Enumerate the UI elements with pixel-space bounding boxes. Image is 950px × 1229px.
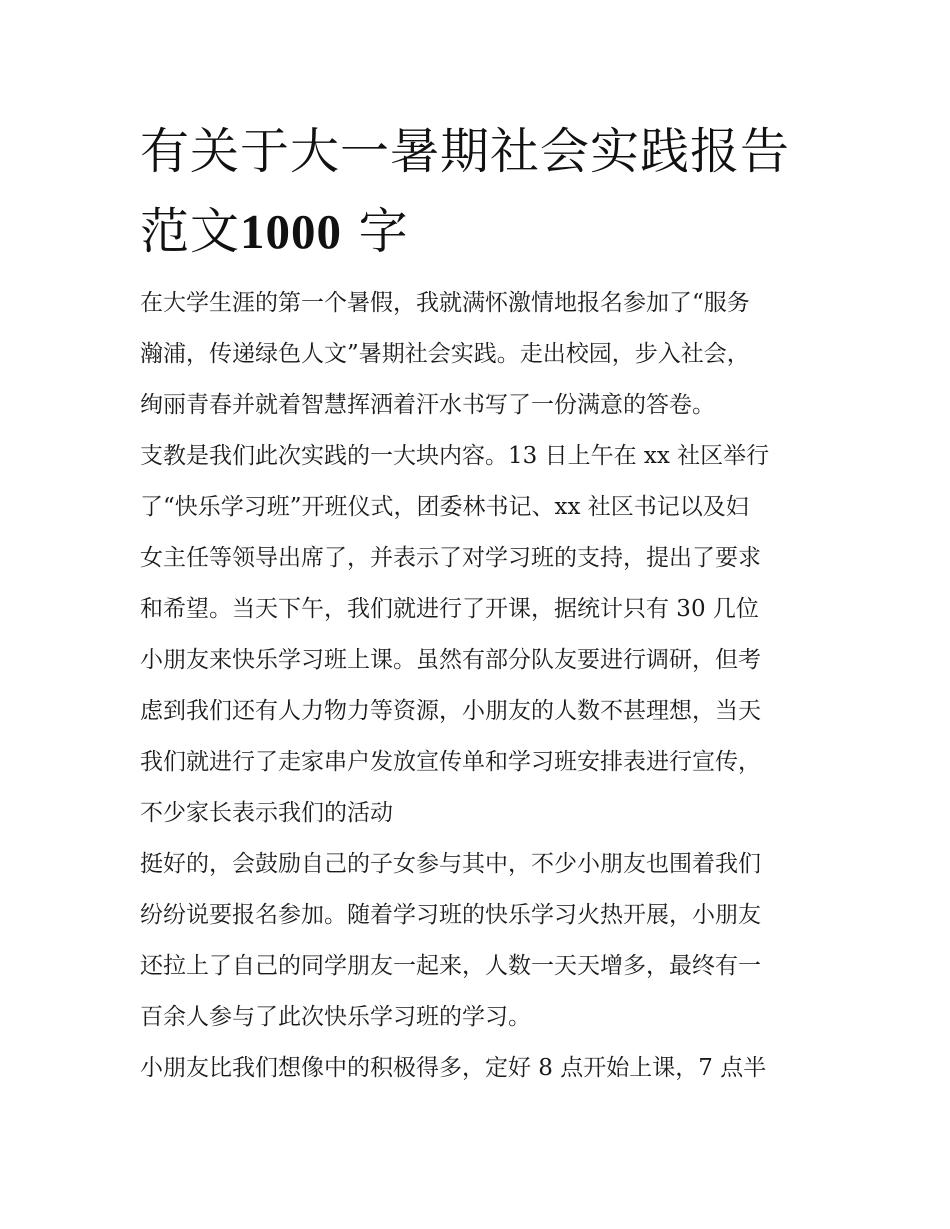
paragraph-2: [140, 431, 820, 839]
document-body: [140, 278, 820, 1094]
paragraph-line: 小朋友比我们想像中的积极得多，定好 8 点开始上课，7 点半: [140, 1055, 767, 1081]
title-line-1: 有关于大一暑期社会实践报告: [140, 123, 791, 180]
paragraph-line: 支教是我们此次实践的一大块内容。13 日上午在 xx 社区举行: [140, 443, 770, 469]
paragraph-line: 挺好的，会鼓励自己的子女参与其中，不少小朋友也围着我们: [140, 851, 761, 877]
paragraph-line: 绚丽青春并就着智慧挥洒着汗水书写了一份满意的答卷。: [140, 392, 715, 418]
document-title: [140, 112, 840, 272]
title-line-2-suffix: 字: [358, 203, 409, 260]
paragraph-line: 在大学生涯的第一个暑假，我就满怀激情地报名参加了“服务: [140, 290, 750, 316]
paragraph-3: [140, 839, 820, 1043]
paragraph-line: 不少家长表示我们的活动: [140, 800, 393, 826]
paragraph-line: 和希望。当天下午，我们就进行了开课，据统计只有 30 几位: [140, 596, 759, 622]
paragraph-4: [140, 1043, 820, 1094]
title-line-2-prefix: 范文: [140, 203, 241, 260]
paragraph-line: 还拉上了自己的同学朋友一起来，人数一天天增多，最终有一: [140, 953, 761, 979]
paragraph-line: 了“快乐学习班”开班仪式，团委林书记、xx 社区书记以及妇: [140, 494, 749, 520]
paragraph-line: 虑到我们还有人力物力等资源，小朋友的人数不甚理想，当天: [140, 698, 761, 724]
paragraph-line: 小朋友来快乐学习班上课。虽然有部分队友要进行调研，但考: [140, 647, 761, 673]
paragraph-line: 纷纷说要报名参加。随着学习班的快乐学习火热开展，小朋友: [140, 902, 761, 928]
paragraph-line: 瀚浦，传递绿色人文”暑期社会实践。走出校园，步入社会，: [140, 341, 750, 367]
paragraph-line: 我们就进行了走家串户发放宣传单和学习班安排表进行宣传，: [140, 749, 761, 775]
paragraph-line: 百余人参与了此次快乐学习班的学习。: [140, 1004, 531, 1030]
paragraph-1: [140, 278, 820, 431]
paragraph-line: 女主任等领导出席了，并表示了对学习班的支持，提出了要求: [140, 545, 761, 571]
title-line-2-number: 1000: [240, 204, 343, 259]
